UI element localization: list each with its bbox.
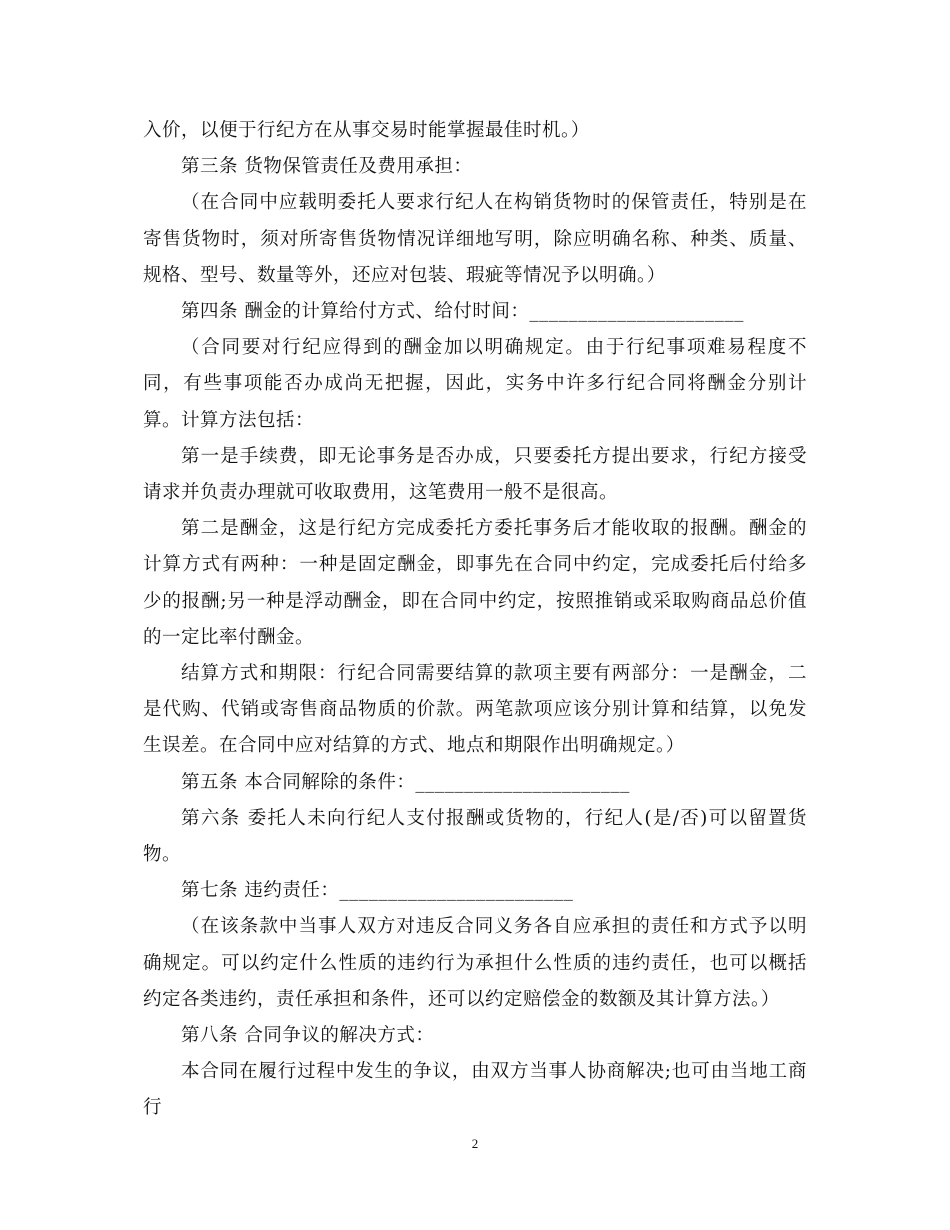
clause-heading-4: 第四条 酬金的计算给付方式、给付时间：______________________: [181, 301, 744, 323]
document-body: [143, 113, 807, 1127]
paragraph: 本合同在履行过程中发生的争议，由双方当事人协商解决;也可由当地工商行: [143, 1061, 807, 1119]
paragraph: （合同要对行纪应得到的酬金加以明确规定。由于行纪事项难易程度不同，有些事项能否办成尚无把握，因此，实务中许多行纪合同将酬金分别计算。计算方法包括：: [143, 337, 807, 431]
paragraph: （在该条款中当事人双方对违反合同义务各自应承担的责任和方式予以明确规定。可以约定什么性质的违约行为承担什么性质的违约责任，也可以概括约定各类违约，责任承担和条件，还可以约定赔偿金的数额及其计算方法。）: [143, 916, 807, 1010]
paragraph: （在合同中应载明委托人要求行纪人在构销货物时的保管责任，特别是在寄售货物时，须对所寄售货物情况详细地写明，除应明确名称、种类、质量、规格、型号、数量等外，还应对包装、瑕疵等情况予以明确。）: [143, 192, 807, 286]
paragraph: 结算方式和期限：行纪合同需要结算的款项主要有两部分：一是酬金，二是代购、代销或寄售商品物质的价款。两笔款项应该分别计算和结算，以免发生误差。在合同中应对结算的方式、地点和期限作出明确规定。）: [143, 663, 807, 757]
clause-heading-7: 第七条 违约责任：________________________: [181, 880, 574, 902]
clause-heading-8: 第八条 合同争议的解决方式：: [181, 1025, 435, 1047]
paragraph: 第一是手续费，即无论事务是否办成，只要委托方提出要求，行纪方接受请求并负责办理就可收取费用，这笔费用一般不是很高。: [143, 445, 807, 504]
clause-heading-5: 第五条 本合同解除的条件：______________________: [181, 771, 630, 793]
paragraph: 第二是酬金，这是行纪方完成委托方委托事务后才能收取的报酬。酬金的计算方式有两种：一种是固定酬金，即事先在合同中约定，完成委托后付给多少的报酬;另一种是浮动酬金，即在合同中约定，按照推销或采取购商品总价值的一定比率付酬金。: [143, 518, 807, 648]
clause-heading-6: 第六条 委托人未向行纪人支付报酬或货物的，行纪人(是/否)可以留置货物。: [143, 807, 807, 866]
paragraph: 入价，以便于行纪方在从事交易时能掌握最佳时机。）: [143, 120, 590, 141]
page-number: 2: [471, 1136, 479, 1151]
clause-heading-3: 第三条 货物保管责任及费用承担：: [181, 156, 473, 178]
